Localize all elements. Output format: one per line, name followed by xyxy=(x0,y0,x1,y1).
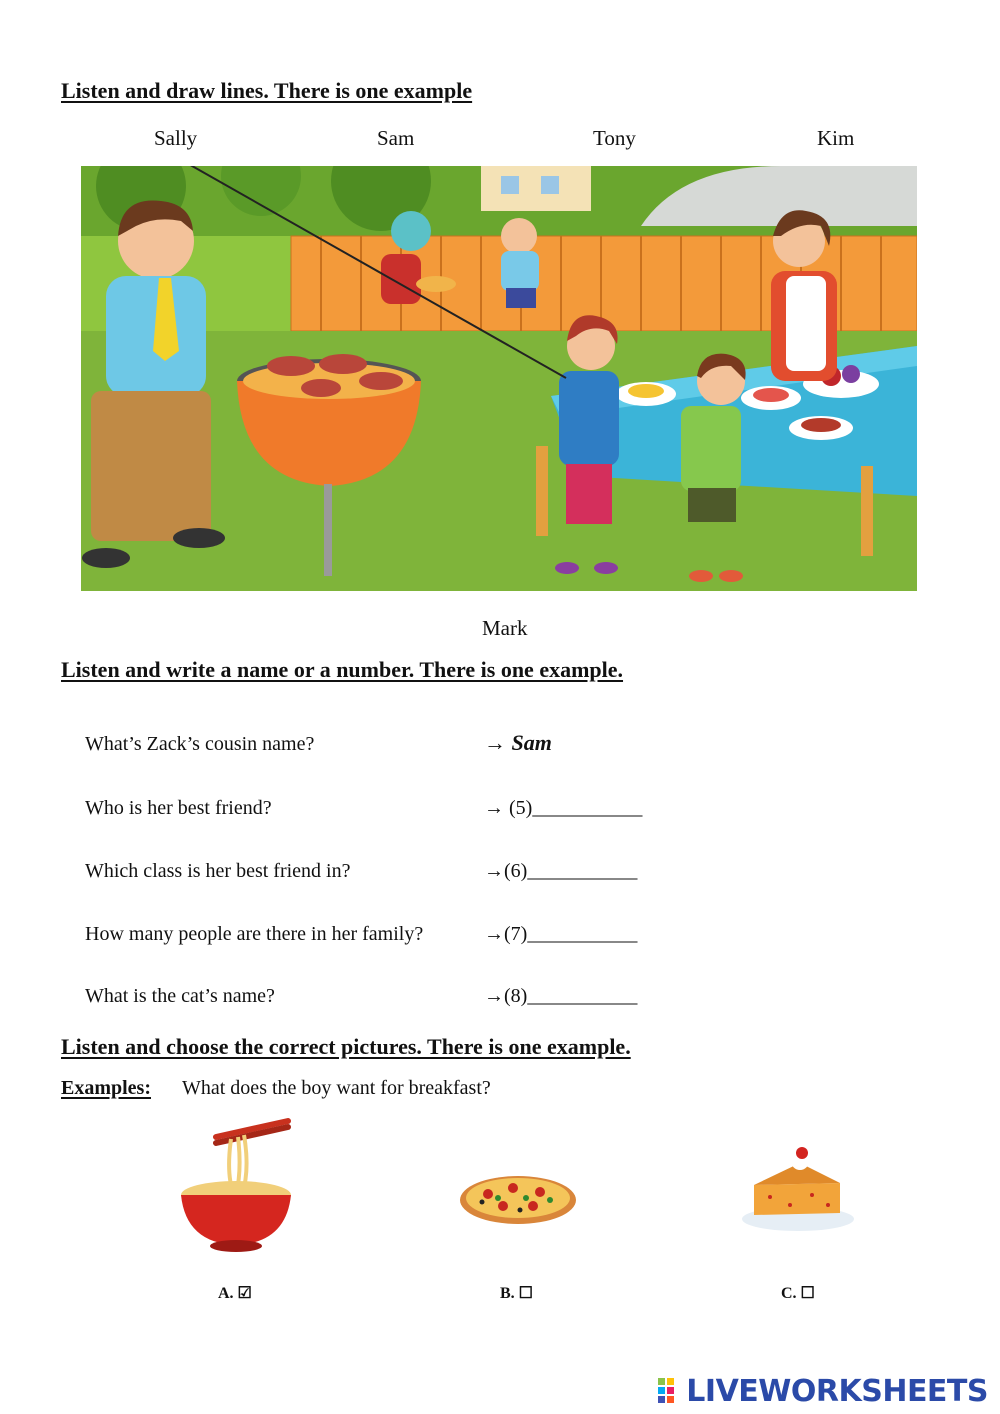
logo-grid-icon xyxy=(658,1378,684,1404)
pizza-icon[interactable] xyxy=(458,1168,578,1228)
option-b-checkbox[interactable]: B. ☐ xyxy=(500,1285,534,1302)
answer-blank-7[interactable]: →(7)___________ xyxy=(484,923,638,945)
answer-blank-6[interactable]: →(6)___________ xyxy=(484,860,638,882)
question-6: Which class is her best friend in? xyxy=(85,860,351,882)
section-heading-write-name: Listen and write a name or a number. There is one example. xyxy=(61,657,624,682)
section-heading-draw-lines: Listen and draw lines. There is one example xyxy=(61,78,473,103)
noodles-bowl-icon[interactable] xyxy=(176,1115,296,1255)
option-a-checkbox[interactable]: A. ☑ xyxy=(218,1285,252,1302)
liveworksheets-logo xyxy=(658,1372,988,1410)
option-c-checkbox[interactable]: C. ☐ xyxy=(781,1285,815,1302)
name-label-tony: Tony xyxy=(593,126,636,150)
name-label-mark: Mark xyxy=(482,616,528,640)
cake-slice-icon[interactable] xyxy=(740,1145,856,1235)
answer-example: → Sam xyxy=(484,730,552,755)
section-heading-choose-pictures: Listen and choose the correct pictures. There is one example. xyxy=(61,1034,631,1059)
example-question: What does the boy want for breakfast? xyxy=(182,1077,491,1099)
question-5: Who is her best friend? xyxy=(85,797,272,819)
logo-text: LIVEWORKSHEETS xyxy=(686,1373,988,1409)
examples-label: Examples: xyxy=(61,1077,151,1099)
barbecue-scene-image xyxy=(81,166,917,591)
name-label-kim: Kim xyxy=(817,126,855,150)
name-label-sam: Sam xyxy=(377,126,415,150)
answer-blank-8[interactable]: →(8)___________ xyxy=(484,985,638,1007)
answer-blank-5[interactable]: → (5)___________ xyxy=(484,797,643,819)
name-label-sally: Sally xyxy=(154,126,198,150)
question-8: What is the cat’s name? xyxy=(85,985,275,1007)
question-1: What’s Zack’s cousin name? xyxy=(85,733,315,755)
question-7: How many people are there in her family? xyxy=(85,923,424,945)
